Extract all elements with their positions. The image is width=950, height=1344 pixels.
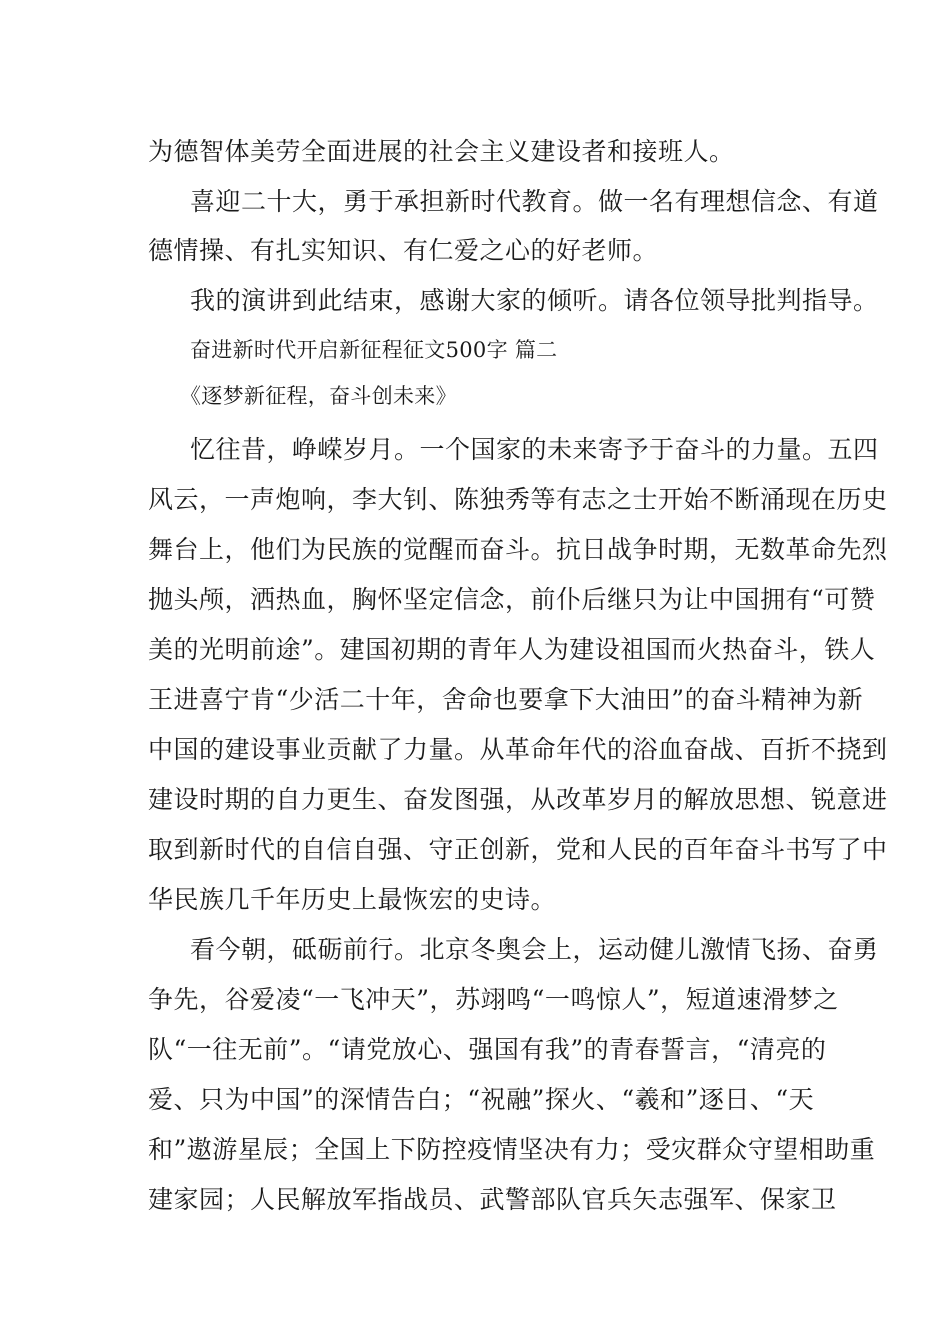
paragraph-line: 争先，谷爱凌“一飞冲天”，苏翊鸣“一鸣惊人”，短道速滑梦之 <box>148 985 839 1014</box>
section-heading: 奋进新时代开启新征程征文500字 篇二 <box>190 338 558 362</box>
paragraph-line: 建设时期的自力更生、奋发图强，从改革岁月的解放思想、锐意进 <box>148 785 888 814</box>
paragraph-line: 中国的建设事业贡献了力量。从革命年代的浴血奋战、百折不挠到 <box>148 735 888 764</box>
paragraph-line: 舞台上，他们为民族的觉醒而奋斗。抗日战争时期，无数革命先烈 <box>148 535 888 564</box>
paragraph-line: 队“一往无前”。“请党放心、强国有我”的青春誓言，“清亮的 <box>148 1035 827 1064</box>
paragraph-line: 德情操、有扎实知识、有仁爱之心的好老师。 <box>148 236 659 265</box>
paragraph-line: 和”遨游星辰；全国上下防控疫情坚决有力；受灾群众守望相助重 <box>148 1135 876 1164</box>
paragraph-line: 忆往昔，峥嵘岁月。一个国家的未来寄予于奋斗的力量。五四 <box>190 435 879 464</box>
paragraph-line: 喜迎二十大，勇于承担新时代教育。做一名有理想信念、有道 <box>190 187 879 216</box>
paragraph-line: 王进喜宁肯“少活二十年，舍命也要拿下大油田”的奋斗精神为新 <box>148 685 864 714</box>
paragraph-line: 建家园；人民解放军指战员、武警部队官兵矢志强军、保家卫 <box>148 1185 837 1214</box>
paragraph-line: 抛头颅，洒热血，胸怀坚定信念，前仆后继只为让中国拥有“可赞 <box>148 585 876 614</box>
paragraph-line: 华民族几千年历史上最恢宏的史诗。 <box>148 885 557 914</box>
paragraph-line: 看今朝，砥砺前行。北京冬奥会上，运动健儿激情飞扬、奋勇 <box>190 935 879 964</box>
paragraph-line: 风云，一声炮响，李大钊、陈独秀等有志之士开始不断涌现在历史 <box>148 485 888 514</box>
paragraph-line: 为德智体美劳全面进展的社会主义建设者和接班人。 <box>148 137 735 166</box>
paragraph-line: 我的演讲到此结束，感谢大家的倾听。请各位领导批判指导。 <box>190 286 879 315</box>
essay-title: 《逐梦新征程，奋斗创未来》 <box>180 384 457 408</box>
paragraph-line: 美的光明前途”。建国初期的青年人为建设祖国而火热奋斗，铁人 <box>148 635 876 664</box>
paragraph-line: 取到新时代的自信自强、守正创新，党和人民的百年奋斗书写了中 <box>148 835 888 864</box>
paragraph-line: 爱、只为中国”的深情告白；“祝融”探火、“羲和”逐日、“天 <box>148 1085 815 1114</box>
